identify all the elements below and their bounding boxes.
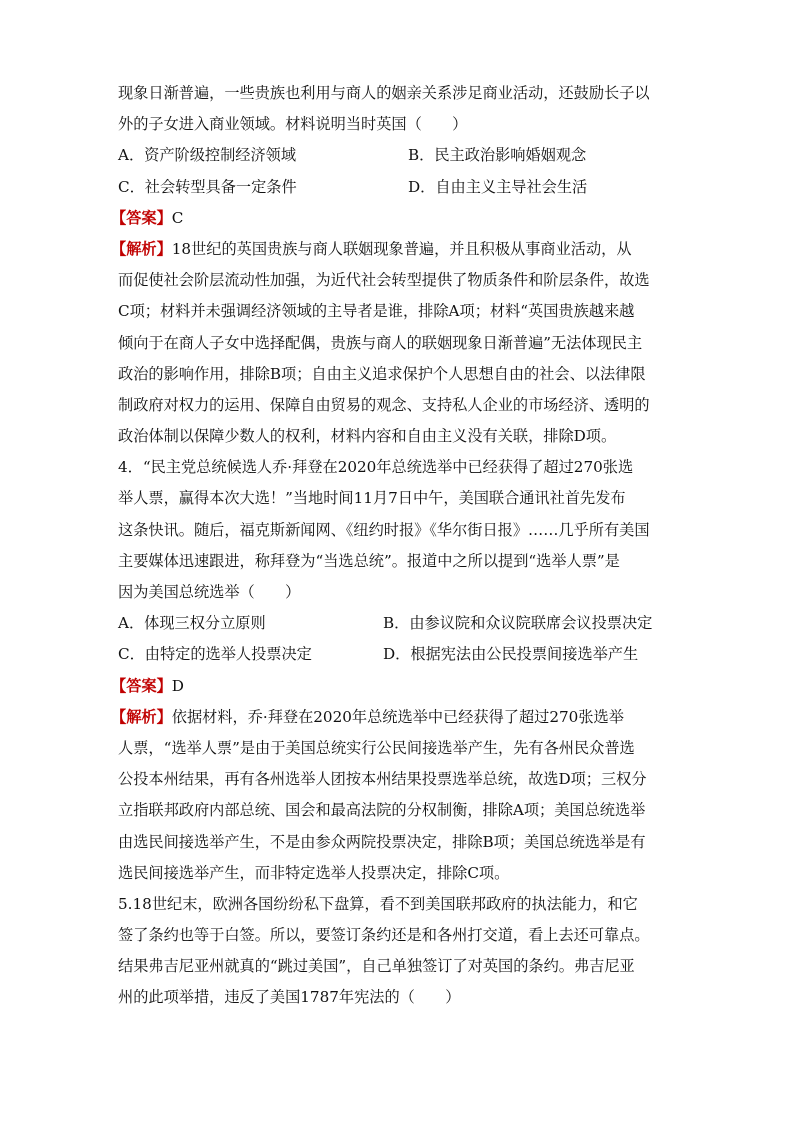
answer-label: 【答案】 [111, 208, 172, 227]
q3-option-c: C．社会转型具备一定条件 [118, 177, 297, 196]
question-3 [111, 78, 683, 452]
q4-analysis-text: 依据材料，乔·拜登在2020年总统选举中已经获得了超过270张选举 [171, 707, 624, 726]
q4-analysis-first-line [111, 702, 683, 733]
q4-stem-line: 因为美国总统选举（ ） [118, 583, 301, 601]
q3-answer [111, 203, 683, 234]
question-5 [118, 889, 683, 1014]
q4-analysis-line: 由选民间接选举产生，不是由参众两院投票决定，排除B项；美国总统选举是有 [118, 832, 646, 851]
q3-analysis-line: C项；材料并未强调经济领域的主导者是谁，排除A项；材料“英国贵族越来越 [118, 302, 635, 321]
q4-options-row-2 [118, 639, 683, 670]
q4-stem-line: 这条快讯。随后，福克斯新闻网、《纽约时报》《华尔街日报》……几乎所有美国 [118, 520, 650, 539]
q3-option-b: B．民主政治影响婚姻观念 [408, 146, 587, 165]
q4-option-c: C．由特定的选举人投票决定 [118, 645, 312, 664]
q3-analysis-line: 政治的影响作用，排除B项；自由主义追求保护个人思想自由的社会、以法律限 [118, 364, 646, 383]
q3-analysis-line: 政治体制以保障少数人的权利，材料内容和自由主义没有关联，排除D项。 [118, 427, 617, 446]
question-4 [111, 452, 683, 889]
q4-option-d: D．根据宪法由公民投票间接选举产生 [383, 645, 639, 664]
q5-stem-line: 签了条约也等于白签。所以，要签订条约还是和各州打交道，看上去还可靠点。 [118, 926, 650, 945]
analysis-label: 【解析】 [111, 707, 172, 726]
q4-stem-line: 举人票，赢得本次大选！”当地时间11月7日中午，美国联合通讯社首先发布 [118, 489, 626, 508]
q4-analysis-line: 选民间接选举产生，而非特定选举人投票决定，排除C项。 [118, 863, 510, 882]
q4-analysis-line: 人票，“选举人票”是由于美国总统实行公民间接选举产生，先有各州民众普选 [118, 738, 635, 757]
document-page [111, 78, 683, 1014]
q4-answer [111, 671, 683, 702]
q4-analysis-line: 公投本州结果，再有各州选举人团按本州结果投票选举总统，故选D项；三权分 [118, 770, 647, 789]
q3-analysis-line: 制政府对权力的运用、保障自由贸易的观念、支持私人企业的市场经济、透明的 [118, 395, 650, 414]
q3-analysis-text: 18世纪的英国贵族与商人联姻现象普遍，并且积极从事商业活动，从 [171, 239, 632, 258]
q3-stem-line: 外的子女进入商业领域。材料说明当时英国（ ） [118, 115, 468, 134]
q5-stem-line: 结果弗吉尼亚州就真的“跳过美国”，自己单独签订了对英国的条约。弗吉尼亚 [118, 957, 635, 976]
q4-option-b: B．由参议院和众议院联席会议投票决定 [383, 614, 653, 633]
q4-answer-value: D [171, 676, 184, 695]
q3-options-row-2 [118, 172, 683, 203]
q4-option-a: A．体现三权分立原则 [118, 614, 266, 633]
q3-options-row-1 [118, 140, 683, 171]
q4-options-row-1 [118, 608, 683, 639]
q3-analysis-line: 倾向于在商人子女中选择配偶，贵族与商人的联姻现象日渐普遍”无法体现民主 [118, 333, 643, 352]
q3-option-d: D．自由主义主导社会生活 [408, 177, 588, 196]
answer-label: 【答案】 [111, 676, 172, 695]
q5-stem-line: 5.18世纪末，欧洲各国纷纷私下盘算，看不到美国联邦政府的执法能力，和它 [118, 894, 638, 913]
analysis-label: 【解析】 [111, 239, 172, 258]
q4-stem-line: 4．“民主党总统候选人乔·拜登在2020年总统选举中已经获得了超过270张选 [118, 458, 634, 477]
q3-analysis-line: 而促使社会阶层流动性加强，为近代社会转型提供了物质条件和阶层条件，故选 [118, 271, 650, 290]
q3-analysis-first-line [111, 234, 683, 265]
q3-stem-line: 现象日渐普遍，一些贵族也利用与商人的姻亲关系涉足商业活动，还鼓励长子以 [118, 84, 650, 102]
q4-stem-line: 主要媒体迅速跟进，称拜登为“当选总统”。报道中之所以提到“选举人票”是 [118, 551, 620, 570]
q5-stem-line: 州的此项举措，违反了美国1787年宪法的（ ） [118, 988, 461, 1007]
q3-answer-value: C [171, 208, 184, 227]
q3-option-a: A．资产阶级控制经济领域 [118, 146, 297, 165]
q4-analysis-line: 立指联邦政府内部总统、国会和最高法院的分权制衡，排除A项；美国总统选举 [118, 801, 646, 820]
